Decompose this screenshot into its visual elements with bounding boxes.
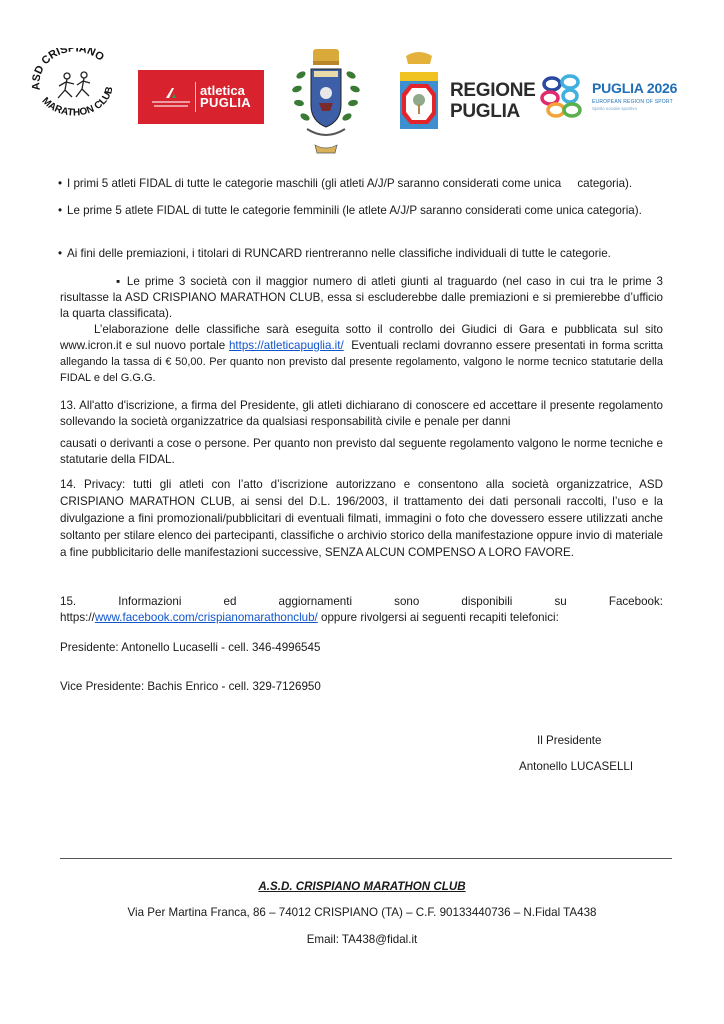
section-13-line1: 13. All'atto d'iscrizione, a firma del Presidente, gli atleti dichiarano di conoscere ed accettare il presente regolamento sollevando la società organizzatrice da qualsiasi responsabilità civile e penale per danni <box>60 399 663 428</box>
contact-presidente: Presidente: Antonello Lucaselli - cell. 346-4996545 <box>60 641 321 654</box>
section-15-line1: 15. Informazioni ed aggiornamenti sono disponibili su Facebook: <box>60 595 663 608</box>
svg-text:ASD CRISPIANO: ASD CRISPIANO <box>30 48 107 91</box>
svg-text:MARATHON CLUB: MARATHON CLUB <box>39 85 116 119</box>
bullet-icon: • <box>58 204 63 217</box>
regione-emblem-icon <box>398 50 440 138</box>
contact-vice-presidente: Vice Presidente: Bachis Enrico - cell. 329-7126950 <box>60 680 321 693</box>
footer-email: Email: TA438@fidal.it <box>306 933 418 946</box>
atletica-puglia-logo <box>138 70 264 124</box>
puglia-2026-title: PUGLIA 2026 <box>592 80 678 96</box>
classifiche-paragraph: L’elaborazione delle classifiche sarà eseguita sotto il controllo dei Giudici di Gara e pubblicata sul sito www.icron.it e sul nuovo portale https://atleticapuglia.it/ Eventuali reclami dovranno essere presentati in forma scritta allegando la tassa di € 50,00. Per quanto non previsto dal presente regolamento, valgono le norme tecnico statutarie della FIDAL e del G.G.G. <box>60 323 663 384</box>
running-athletes-icon <box>30 48 120 123</box>
bullet-item: • I primi 5 atleti FIDAL di tutte le categorie maschili (gli atleti A/J/P saranno considerati come unica categoria). <box>58 177 633 190</box>
puglia-2026-tagline: Spirito sociale sportivo <box>592 106 638 111</box>
bullet-item: • Le prime 5 atlete FIDAL di tutte le categorie femminili (le atlete A/J/P saranno considerati come unica categoria). <box>58 204 642 217</box>
footer-divider <box>60 858 672 859</box>
bullet-icon: • <box>58 177 63 190</box>
footer-address: Via Per Martina Franca, 86 – 74012 CRISPIANO (TA) – C.F. 90133440736 – N.Fidal TA438 <box>127 906 597 919</box>
societa-paragraph: ▪ Le prime 3 società con il maggior numero di atleti giunti al traguardo (nel caso in cui tra le prime 3 risultasse la ASD CRISPIANO MARATHON CLUB, essa si escluderebbe dalle premiazioni e si premierebbe d’ufficio la quarta classificata). <box>60 275 663 320</box>
footer-title: A.S.D. CRISPIANO MARATHON CLUB <box>258 880 466 893</box>
signature-name: Antonello LUCASELLI <box>519 760 634 773</box>
section-13-line2: causati o derivanti a cose o persone. Per quanto non previsto dal seguente regolamento valgono le norme tecniche e statutarie della FIDAL. <box>60 437 663 466</box>
comune-crest-logo <box>285 45 367 160</box>
regione-puglia-logo <box>398 50 536 140</box>
signature-role: Il Presidente <box>537 734 602 747</box>
chain-rings-icon <box>540 72 586 120</box>
puglia-2026-subtitle: EUROPEAN REGION OF SPORT <box>592 99 673 105</box>
bullet-icon: • <box>58 247 63 260</box>
regione-text: REGIONE <box>450 80 536 101</box>
facebook-link[interactable]: www.facebook.com/crispianomarathonclub/ <box>94 611 318 624</box>
bullet-item: • Ai fini delle premiazioni, i titolari di RUNCARD rientreranno nelle classifiche individuali di tutte le categorie. <box>58 247 611 260</box>
crest-icon <box>285 45 367 160</box>
atleticapuglia-link[interactable]: https://atleticapuglia.it/ <box>228 339 344 352</box>
header-logos <box>0 0 724 170</box>
puglia-text: PUGLIA <box>200 95 251 110</box>
puglia-2026-logo <box>540 72 690 122</box>
fidal-mark-icon <box>151 87 191 107</box>
atletica-text: atletica <box>200 83 245 98</box>
section-14-privacy: 14. Privacy: tutti gli atleti con l’atto d’iscrizione autorizzano e consentono alla società organizzatrice, ASD CRISPIANO MARATHON CLUB, ai sensi del D.L. 196/2003, il trattamento dei dati personali raccolti, l’uso e la divulgazione a fini promozionali/pubblicitari di eventuali filmati, immagini o foto che dovessero essere utilizzati anche soltanto per stilare elenco dei partecipanti, classifiche o archivio storico della manifestazione oppure invio di materiale a fine pubblicitario delle manifestazioni successive, SENZA ALCUN COMPENSO A LORO FAVORE. <box>60 478 663 559</box>
puglia-text: PUGLIA <box>450 101 520 122</box>
crispiano-marathon-club-logo <box>30 48 120 123</box>
section-15-line2: https://www.facebook.com/crispianomarathonclub/ oppure rivolgersi ai seguenti recapiti telefonici: <box>60 611 559 624</box>
